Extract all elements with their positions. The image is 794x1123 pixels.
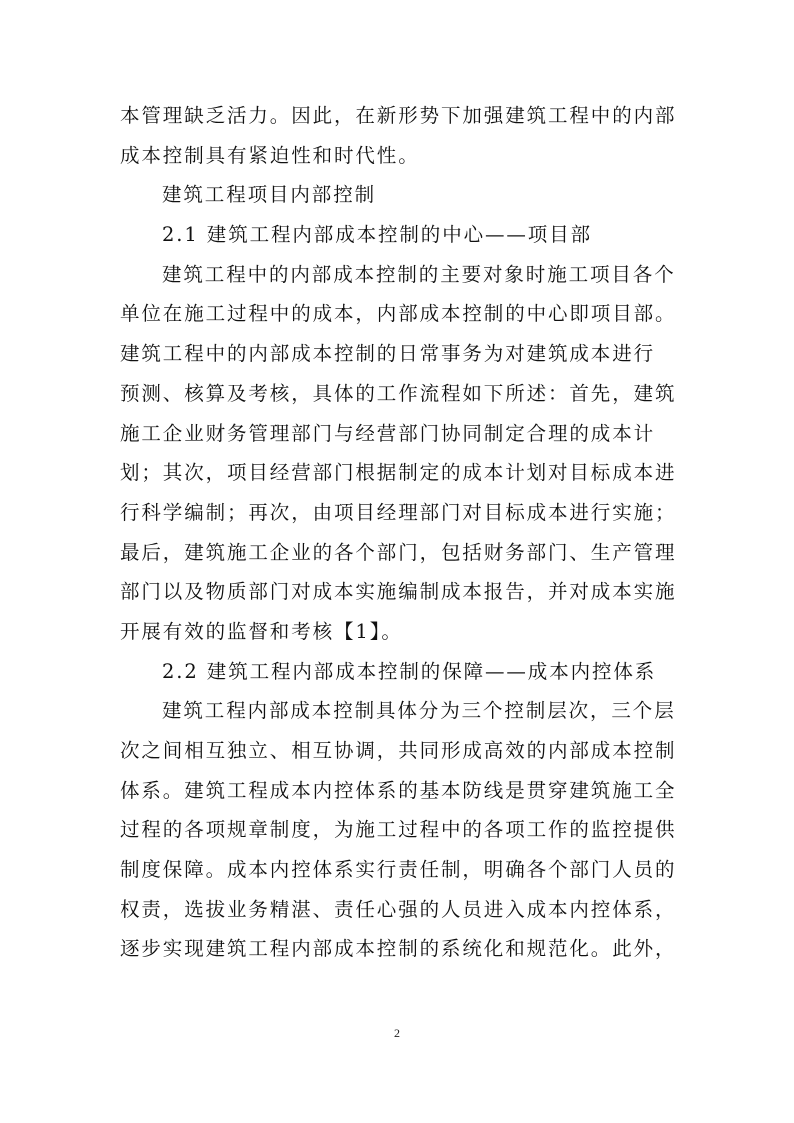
text-line: 权责，选拔业务精湛、责任心强的人员进入成本内控体系， bbox=[120, 897, 677, 921]
text-line: 建筑工程中的内部成本控制的主要对象时施工项目各个 bbox=[162, 262, 676, 286]
text-line: 建筑工程内部成本控制具体分为三个控制层次，三个层 bbox=[162, 699, 676, 723]
text-line: 成本控制具有紧迫性和时代性。 bbox=[120, 143, 420, 167]
text-line: 最后，建筑施工企业的各个部门，包括财务部门、生产管理 bbox=[120, 540, 677, 564]
text-line: 开展有效的监督和考核【1】。 bbox=[120, 619, 403, 643]
section-heading: 建筑工程项目内部控制 bbox=[162, 183, 377, 207]
text-line: 施工企业财务管理部门与经营部门协同制定合理的成本计 bbox=[120, 421, 656, 445]
text-line: 逐步实现建筑工程内部成本控制的系统化和规范化。此外， bbox=[120, 937, 677, 961]
text-line: 单位在施工过程中的成本，内部成本控制的中心即项目部。 bbox=[120, 302, 677, 326]
text-line: 体系。建筑工程成本内控体系的基本防线是贯穿建筑施工全 bbox=[120, 778, 677, 802]
text-line: 建筑工程中的内部成本控制的日常事务为对建筑成本进行 bbox=[120, 342, 656, 366]
text-line: 部门以及物质部门对成本实施编制成本报告，并对成本实施 bbox=[120, 580, 677, 604]
text-line: 制度保障。成本内控体系实行责任制，明确各个部门人员的 bbox=[120, 858, 677, 882]
text-line: 划；其次，项目经营部门根据制定的成本计划对目标成本进 bbox=[120, 461, 677, 485]
subsection-heading: 2.2 建筑工程内部成本控制的保障——成本内控体系 bbox=[162, 659, 657, 683]
page-number: 2 bbox=[394, 1026, 400, 1040]
text-line: 本管理缺乏活力。因此，在新形势下加强建筑工程中的内部 bbox=[120, 104, 677, 127]
subsection-heading: 2.1 建筑工程内部成本控制的中心——项目部 bbox=[162, 223, 593, 247]
text-line: 预测、核算及考核，具体的工作流程如下所述：首先，建筑 bbox=[120, 381, 677, 405]
text-line: 行科学编制；再次，由项目经理部门对目标成本进行实施； bbox=[120, 500, 677, 524]
body-text bbox=[120, 96, 677, 969]
text-line: 次之间相互独立、相互协调，共同形成高效的内部成本控制 bbox=[120, 739, 677, 762]
text-line: 过程的各项规章制度，为施工过程中的各项工作的监控提供 bbox=[120, 818, 677, 842]
